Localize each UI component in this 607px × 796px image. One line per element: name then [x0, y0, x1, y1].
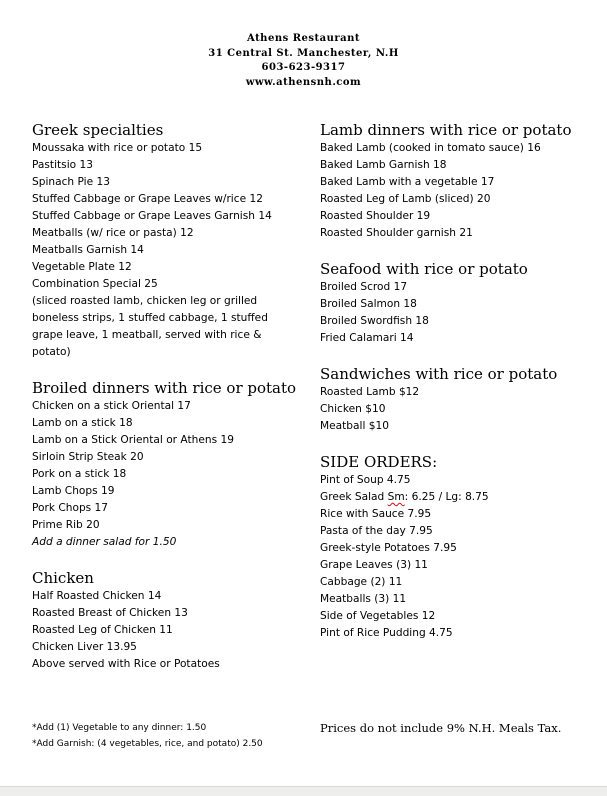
footnotes [32, 720, 302, 752]
menu-item: Vegetable Plate 12 [32, 261, 132, 273]
menu-item: Above served with Rice or Potatoes [32, 658, 220, 670]
menu-item: Broiled Swordfish 18 [320, 315, 429, 327]
menu-item: Cabbage (2) 11 [320, 576, 403, 588]
section-greek-specialties [32, 120, 302, 361]
section-title: Lamb dinners with rice or potato [320, 121, 572, 139]
restaurant-header [0, 32, 607, 90]
menu-item: Roasted Shoulder 19 [320, 210, 431, 222]
section-lamb-dinners [320, 120, 600, 242]
menu-item: Meatballs (w/ rice or pasta) 12 [32, 227, 194, 239]
menu-item: Chicken $10 [320, 403, 386, 415]
menu-item: Prime Rib 20 [32, 519, 100, 531]
menu-item: Roasted Shoulder garnish 21 [320, 227, 473, 239]
section-side-orders [320, 452, 600, 642]
spellcheck-flagged-word[interactable]: Sm [387, 491, 405, 503]
menu-item: Sirloin Strip Steak 20 [32, 451, 144, 463]
combination-note: (sliced roasted lamb, chicken leg or grilled boneless strips, 1 stuffed cabbage, 1 stuffed grape leave, 1 meatball, served with rice & potato) [32, 295, 268, 358]
menu-item: Fried Calamari 14 [320, 332, 414, 344]
menu-item: Pork on a stick 18 [32, 468, 127, 480]
restaurant-website: www.athensnh.com [245, 76, 362, 88]
section-seafood [320, 259, 600, 347]
menu-item: Lamb on a Stick Oriental or Athens 19 [32, 434, 234, 446]
menu-item: Baked Lamb with a vegetable 17 [320, 176, 495, 188]
menu-item: Pasta of the day 7.95 [320, 525, 433, 537]
restaurant-name: Athens Restaurant [246, 33, 361, 44]
menu-item: Moussaka with rice or potato 15 [32, 142, 203, 154]
menu-item: Pork Chops 17 [32, 502, 109, 514]
menu-item: Combination Special 25 [32, 278, 158, 290]
menu-item: Pint of Rice Pudding 4.75 [320, 627, 453, 639]
menu-left-column [32, 120, 302, 673]
section-sandwiches [320, 364, 600, 435]
section-broiled-dinners [32, 378, 302, 551]
menu-item: Broiled Scrod 17 [320, 281, 408, 293]
menu-item: Half Roasted Chicken 14 [32, 590, 162, 602]
menu-item: Stuffed Cabbage or Grape Leaves Garnish 14 [32, 210, 272, 222]
footnote-garnish: *Add Garnish: (4 vegetables, rice, and potato) 2.50 [32, 739, 263, 749]
salad-text-before: Greek Salad [320, 491, 388, 503]
menu-item: Chicken on a stick Oriental 17 [32, 400, 191, 412]
restaurant-phone: 603-623-9317 [261, 62, 346, 73]
menu-item: Lamb on a stick 18 [32, 417, 133, 429]
menu-item: Roasted Lamb $12 [320, 386, 420, 398]
menu-item: Side of Vegetables 12 [320, 610, 436, 622]
menu-item: Grape Leaves (3) 11 [320, 559, 428, 571]
salad-text-after: : 6.25 / Lg: 8.75 [404, 491, 489, 503]
menu-item: Rice with Sauce 7.95 [320, 508, 432, 520]
section-chicken [32, 568, 302, 673]
menu-item: Spinach Pie 13 [32, 176, 110, 188]
tax-note: Prices do not include 9% N.H. Meals Tax. [320, 721, 562, 735]
menu-item: Meatballs (3) 11 [320, 593, 407, 605]
menu-item: Pastitsio 13 [32, 159, 93, 171]
menu-item: Baked Lamb (cooked in tomato sauce) 16 [320, 142, 541, 154]
menu-item: Greek-style Potatoes 7.95 [320, 542, 457, 554]
section-title: Chicken [32, 569, 94, 587]
section-title: Broiled dinners with rice or potato [32, 379, 297, 397]
salad-addon-note: Add a dinner salad for 1.50 [32, 536, 177, 548]
footnote-vegetable: *Add (1) Vegetable to any dinner: 1.50 [32, 723, 207, 733]
menu-item: Chicken Liver 13.95 [32, 641, 137, 653]
menu-item: Meatballs Garnish 14 [32, 244, 144, 256]
menu-item: Meatball $10 [320, 420, 389, 432]
menu-item: Roasted Breast of Chicken 13 [32, 607, 188, 619]
section-title: SIDE ORDERS: [320, 453, 438, 471]
menu-item: Stuffed Cabbage or Grape Leaves w/rice 12 [32, 193, 263, 205]
menu-item: Roasted Leg of Lamb (sliced) 20 [320, 193, 491, 205]
menu-item: Baked Lamb Garnish 18 [320, 159, 447, 171]
menu-item: Pint of Soup 4.75 [320, 474, 411, 486]
section-title: Sandwiches with rice or potato [320, 365, 558, 383]
menu-item: Lamb Chops 19 [32, 485, 115, 497]
section-title: Greek specialties [32, 121, 164, 139]
menu-item: Broiled Salmon 18 [320, 298, 417, 310]
menu-item: Roasted Leg of Chicken 11 [32, 624, 173, 636]
restaurant-address: 31 Central St. Manchester, N.H [208, 47, 399, 59]
menu-right-column [320, 120, 600, 642]
section-title: Seafood with rice or potato [320, 260, 528, 278]
menu-item-greek-salad [320, 489, 600, 506]
